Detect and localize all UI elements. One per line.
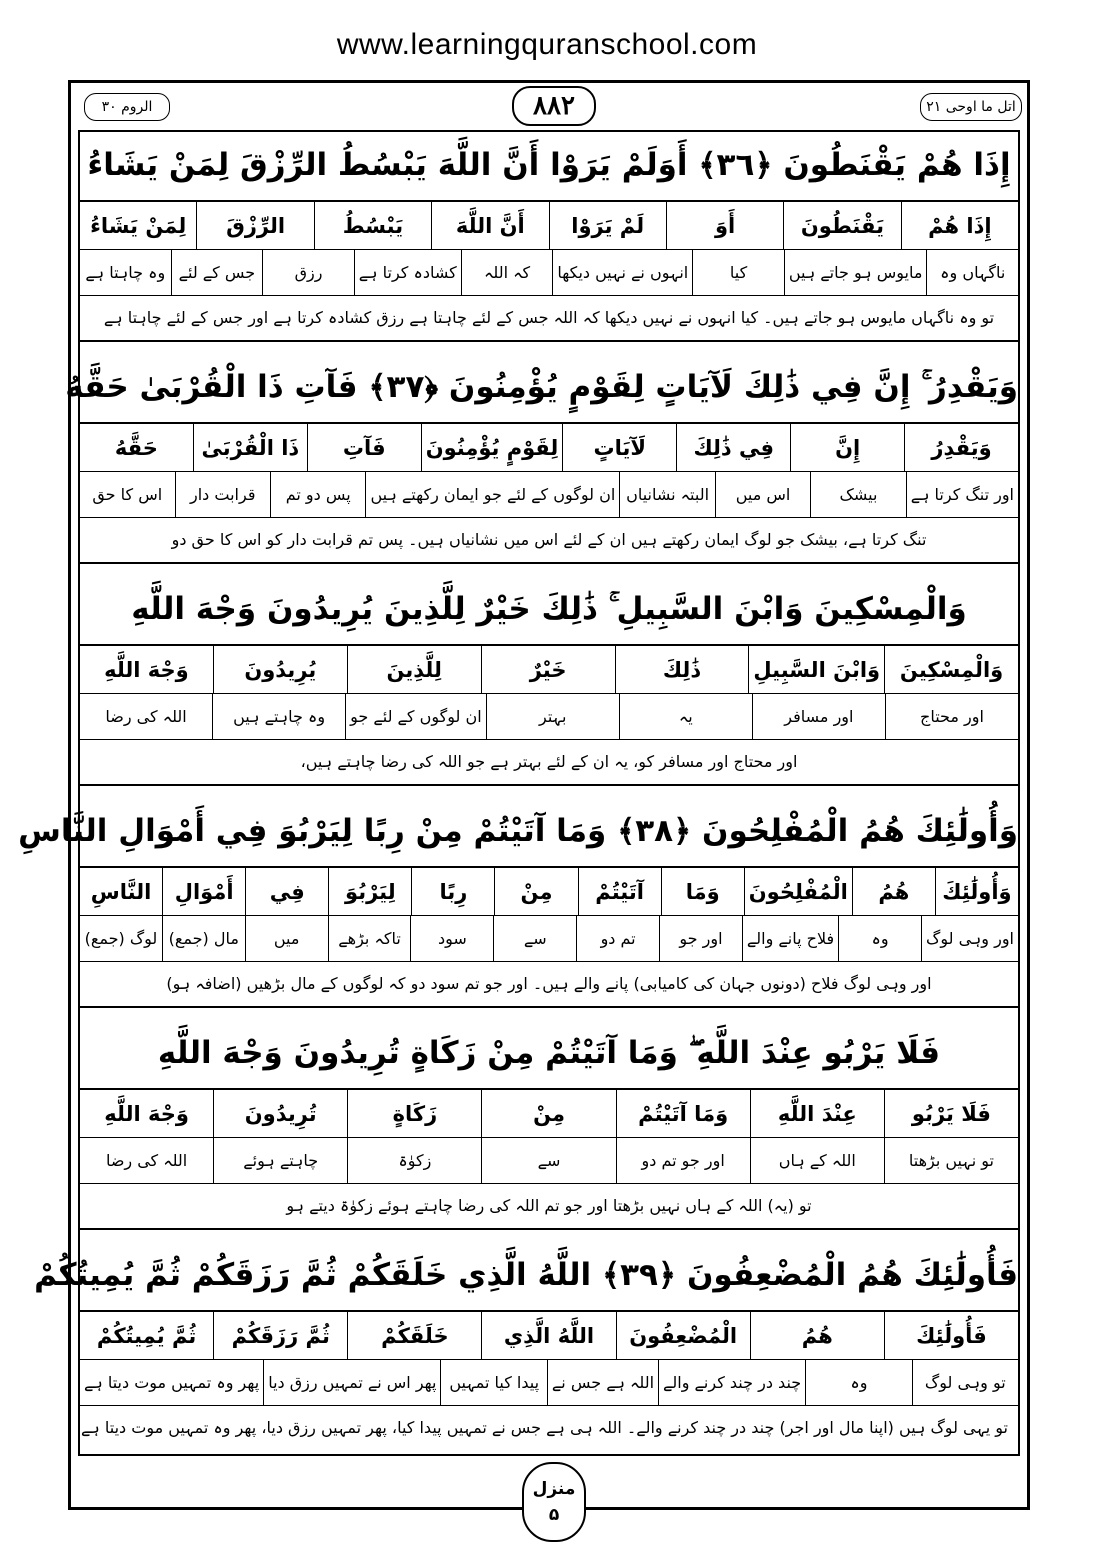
word-row [80, 202, 1018, 250]
urdu-meaning-cell: پھر وہ تمہیں موت دیتا ہے [83, 1373, 260, 1392]
arabic-word-cell: وَمَا آتَيْتُمْ [616, 1090, 750, 1137]
arabic-word-cell: ثُمَّ رَزَقَكُمْ [213, 1312, 347, 1359]
verse-text: وَأُولَٰئِكَ هُمُ الْمُفْلِحُونَ ﴿٣٨﴾ وَمَا آتَيْتُمْ مِنْ رِبًا لِيَرْبُوَ فِي أَمْوَالِ النَّاسِ [80, 796, 1018, 868]
arabic-word-cell: أَوَ [666, 202, 783, 249]
site-url[interactable]: www.learningquranschool.com [336, 28, 758, 61]
urdu-meaning-cell: اور وہی لوگ [921, 916, 1018, 961]
verse-section [18, 796, 1018, 1018]
urdu-meaning-cell: بیشک [810, 472, 905, 517]
arabic-word-cell: ثُمَّ يُمِيتُكُمْ [96, 1323, 197, 1348]
manzil-label: منزل [532, 1479, 576, 1499]
arabic-word-cell: تُرِيدُونَ [213, 1090, 347, 1137]
verse-section [80, 130, 1018, 352]
arabic-word-cell: رِبًا [411, 868, 494, 915]
arabic-word-cell: ذَا الْقُرْبَىٰ [193, 424, 307, 471]
translation-line: اور محتاج اور مسافر کو، یہ ان کے لئے بہتر ہے جو اللہ کی رضا چاہتے ہیں، [80, 740, 1018, 786]
urdu-meaning-cell: سے [481, 1138, 615, 1183]
translation-line: تو یہی لوگ ہیں (اپنا مال اور اجر) چند در چند کرنے والے۔ اللہ ہی ہے جس نے تمہیں پیدا کیا، پھر تمہیں رزق دیا، پھر وہ تمہیں موت دیتا ہے [81, 1418, 1008, 1437]
arabic-word-cell: يُرِيدُونَ [213, 646, 347, 693]
arabic-word-cell: الرِّزْقَ [196, 202, 313, 249]
urdu-meaning-cell: وہ چاہتا ہے [85, 263, 166, 282]
translation-line: تنگ کرتا ہے، بیشک جو لوگ ایمان رکھتے ہیں ان کے لئے اس میں نشانیاں ہیں۔ پس تم قرابت دار کو اس کا حق دو [80, 518, 1018, 564]
urdu-meaning-cell: ان لوگوں کے لئے جو ایمان رکھتے ہیں [365, 472, 619, 517]
word-row [80, 646, 1018, 694]
urdu-meaning-cell: کہ اللہ [461, 250, 553, 295]
urdu-meaning-cell: اللہ کی رضا [105, 1151, 188, 1170]
meaning-row [80, 1138, 1018, 1184]
arabic-word-cell: ذَٰلِكَ [615, 646, 749, 693]
urdu-meaning-cell: چاہتے ہوئے [213, 1138, 347, 1183]
arabic-word-cell: لِقَوْمٍ يُؤْمِنُونَ [421, 424, 563, 471]
urdu-meaning-cell: مال (جمع) [162, 916, 245, 961]
urdu-meaning-cell: سود [410, 916, 493, 961]
arabic-word-cell: النَّاسِ [90, 879, 152, 904]
arabic-word-cell: خَيْرٌ [481, 646, 615, 693]
urdu-meaning-cell: اور محتاج [885, 694, 1018, 739]
urdu-meaning-cell: زکوٰۃ [347, 1138, 481, 1183]
verse-text: فَلَا يَرْبُو عِنْدَ اللَّهِ ۖ وَمَا آتَيْتُمْ مِنْ زَكَاةٍ تُرِيدُونَ وَجْهَ اللَّهِ [80, 1018, 1018, 1090]
urdu-meaning-cell: اور مسافر [752, 694, 885, 739]
urdu-meaning-cell: ان لوگوں کے لئے جو [345, 694, 486, 739]
arabic-word-cell: لِلَّذِينَ [347, 646, 481, 693]
arabic-word-cell: مِنْ [494, 868, 577, 915]
arabic-word-cell: الْمُضْعِفُونَ [616, 1312, 750, 1359]
urdu-meaning-cell: مایوس ہو جاتے ہیں [784, 250, 927, 295]
urdu-meaning-cell: چند در چند کرنے والے [658, 1360, 805, 1405]
verse-text: وَيَقْدِرُ ۚ إِنَّ فِي ذَٰلِكَ لَآيَاتٍ لِقَوْمٍ يُؤْمِنُونَ ﴿٣٧﴾ فَآتِ ذَا الْقُرْبَىٰ حَقَّهُ [80, 352, 1018, 424]
urdu-meaning-cell: فلاح پانے والے [742, 916, 838, 961]
translation-line: اور وہی لوگ فلاح (دونوں جہان کی کامیابی) پانے والے ہیں۔ اور جو تم سود دو کہ لوگوں کے مال بڑھیں (اضافہ ہو) [80, 962, 1018, 1008]
word-row [80, 868, 1018, 916]
urdu-meaning-cell: اور تنگ کرتا ہے [906, 472, 1018, 517]
urdu-meaning-cell: اللہ ہے جس نے [547, 1360, 658, 1405]
arabic-word-cell: يَقْنَطُونَ [783, 202, 900, 249]
manzil-badge [522, 1462, 586, 1542]
verse-text: فَأُولَٰئِكَ هُمُ الْمُضْعِفُونَ ﴿٣٩﴾ اللَّهُ الَّذِي خَلَقَكُمْ ثُمَّ رَزَقَكُمْ ثُمَّ يُمِيتُكُمْ [80, 1240, 1018, 1312]
arabic-word-cell: لِمَنْ يَشَاءُ [90, 213, 187, 238]
arabic-word-cell: لَآيَاتٍ [562, 424, 676, 471]
verse-text: إِذَا هُمْ يَقْنَطُونَ ﴿٣٦﴾ أَوَلَمْ يَرَوْا أَنَّ اللَّهَ يَبْسُطُ الرِّزْقَ لِمَنْ يَشَاءُ [80, 130, 1018, 202]
arabic-word-cell: اللَّهُ الَّذِي [481, 1312, 615, 1359]
meaning-row [80, 472, 1018, 518]
urdu-meaning-cell: اللہ کے ہاں [750, 1138, 884, 1183]
arabic-word-cell: وَمَا [661, 868, 744, 915]
urdu-meaning-cell: اس میں [715, 472, 810, 517]
manzil-number: ۵ [548, 1505, 560, 1525]
arabic-word-cell: وَيَقْدِرُ [904, 424, 1018, 471]
urdu-meaning-cell: البتہ نشانیاں [619, 472, 714, 517]
arabic-word-cell: عِنْدَ اللَّهِ [750, 1090, 884, 1137]
meaning-row [80, 694, 1018, 740]
arabic-word-cell: مِنْ [481, 1090, 615, 1137]
arabic-word-cell: الْمُفْلِحُونَ [744, 868, 852, 915]
urdu-meaning-cell: کیا [692, 250, 784, 295]
urdu-meaning-cell: وہ چاہتے ہیں [212, 694, 345, 739]
word-row [80, 424, 1018, 472]
arabic-word-cell: وَالْمِسْكِينَ [884, 646, 1018, 693]
page-number: ۸۸۲ [512, 86, 596, 126]
arabic-word-cell: فِي [245, 868, 328, 915]
urdu-meaning-cell: تم دو [576, 916, 659, 961]
urdu-meaning-cell: تو نہیں بڑھتا [884, 1138, 1018, 1183]
arabic-word-cell: إِذَا هُمْ [901, 202, 1018, 249]
arabic-word-cell: حَقَّهُ [114, 435, 158, 460]
arabic-word-cell: وَجْهَ اللَّهِ [104, 1101, 189, 1126]
urdu-meaning-cell: وہ [838, 916, 921, 961]
word-row [80, 1090, 1018, 1138]
arabic-word-cell: آتَيْتُمْ [578, 868, 661, 915]
arabic-word-cell: فِي ذَٰلِكَ [676, 424, 790, 471]
arabic-word-cell: خَلَقَكُمْ [347, 1312, 481, 1359]
arabic-word-cell: وَابْنَ السَّبِيلِ [748, 646, 884, 693]
urdu-meaning-cell: جس کے لئے [171, 250, 263, 295]
surah-label: الروم ۳۰ [84, 93, 170, 121]
urdu-meaning-cell: بہتر [486, 694, 619, 739]
urdu-meaning-cell: اللہ کی رضا [105, 707, 187, 726]
urdu-meaning-cell: وہ [805, 1360, 911, 1405]
arabic-word-cell: أَمْوَالِ [162, 868, 245, 915]
urdu-meaning-cell: لوگ (جمع) [84, 929, 158, 948]
arabic-word-cell: فَلَا يَرْبُو [884, 1090, 1018, 1137]
arabic-word-cell: يَبْسُطُ [314, 202, 431, 249]
urdu-meaning-cell: یہ [619, 694, 752, 739]
urdu-meaning-cell: پیدا کیا تمہیں [440, 1360, 546, 1405]
urdu-meaning-cell: قرابت دار [175, 472, 270, 517]
urdu-meaning-cell: تو وہی لوگ [912, 1360, 1018, 1405]
arabic-word-cell: فَآتِ [307, 424, 421, 471]
arabic-word-cell: إِنَّ [790, 424, 904, 471]
arabic-word-cell: هُمُ [750, 1312, 884, 1359]
verse-section [34, 1240, 1018, 1454]
verse-section [80, 574, 1018, 796]
urdu-meaning-cell: اس کا حق [92, 485, 163, 504]
urdu-meaning-cell: اور جو [659, 916, 742, 961]
verse-text: وَالْمِسْكِينَ وَابْنَ السَّبِيلِ ۚ ذَٰلِكَ خَيْرٌ لِلَّذِينَ يُرِيدُونَ وَجْهَ اللَّهِ [80, 574, 1018, 646]
arabic-word-cell: أَنَّ اللَّهَ [431, 202, 548, 249]
arabic-word-cell: وَأُولَٰئِكَ [935, 868, 1018, 915]
verse-section [65, 352, 1018, 574]
translation-line: تو (یہ) اللہ کے ہاں نہیں بڑھتا اور جو تم اللہ کی رضا چاہتے ہوئے زکوٰۃ دیتے ہو [80, 1184, 1018, 1230]
meaning-row [80, 250, 1018, 296]
arabic-word-cell: هُمُ [852, 868, 935, 915]
arabic-word-cell: وَجْهَ اللَّهِ [104, 657, 189, 682]
urdu-meaning-cell: پس دو تم [270, 472, 365, 517]
urdu-meaning-cell: اور جو تم دو [616, 1138, 750, 1183]
urdu-meaning-cell: پھر اس نے تمہیں رزق دیا [263, 1360, 440, 1405]
juz-label: اتل ما اوحی ۲۱ [920, 93, 1022, 121]
word-row [80, 1312, 1018, 1360]
urdu-meaning-cell: سے [493, 916, 576, 961]
urdu-meaning-cell: رزق [262, 250, 354, 295]
urdu-meaning-cell: تاکہ بڑھے [328, 916, 411, 961]
arabic-word-cell: فَأُولَٰئِكَ [884, 1312, 1018, 1359]
urdu-meaning-cell: ناگہاں وہ [926, 250, 1018, 295]
urdu-meaning-cell: انہوں نے نہیں دیکھا [552, 250, 692, 295]
urdu-meaning-cell: کشادہ کرتا ہے [354, 250, 461, 295]
translation-line: تو وہ ناگہاں مایوس ہو جاتے ہیں۔ کیا انہوں نے نہیں دیکھا کہ اللہ جس کے لئے چاہتا ہے رزق کشادہ کرتا ہے اور جس کے لئے چاہتا ہے [80, 296, 1018, 342]
arabic-word-cell: لِيَرْبُوَ [328, 868, 411, 915]
arabic-word-cell: لَمْ يَرَوْا [549, 202, 666, 249]
meaning-row [80, 916, 1018, 962]
meaning-row [80, 1360, 1018, 1406]
verse-section [80, 1018, 1018, 1240]
arabic-word-cell: زَكَاةٍ [347, 1090, 481, 1137]
urdu-meaning-cell: میں [245, 916, 328, 961]
